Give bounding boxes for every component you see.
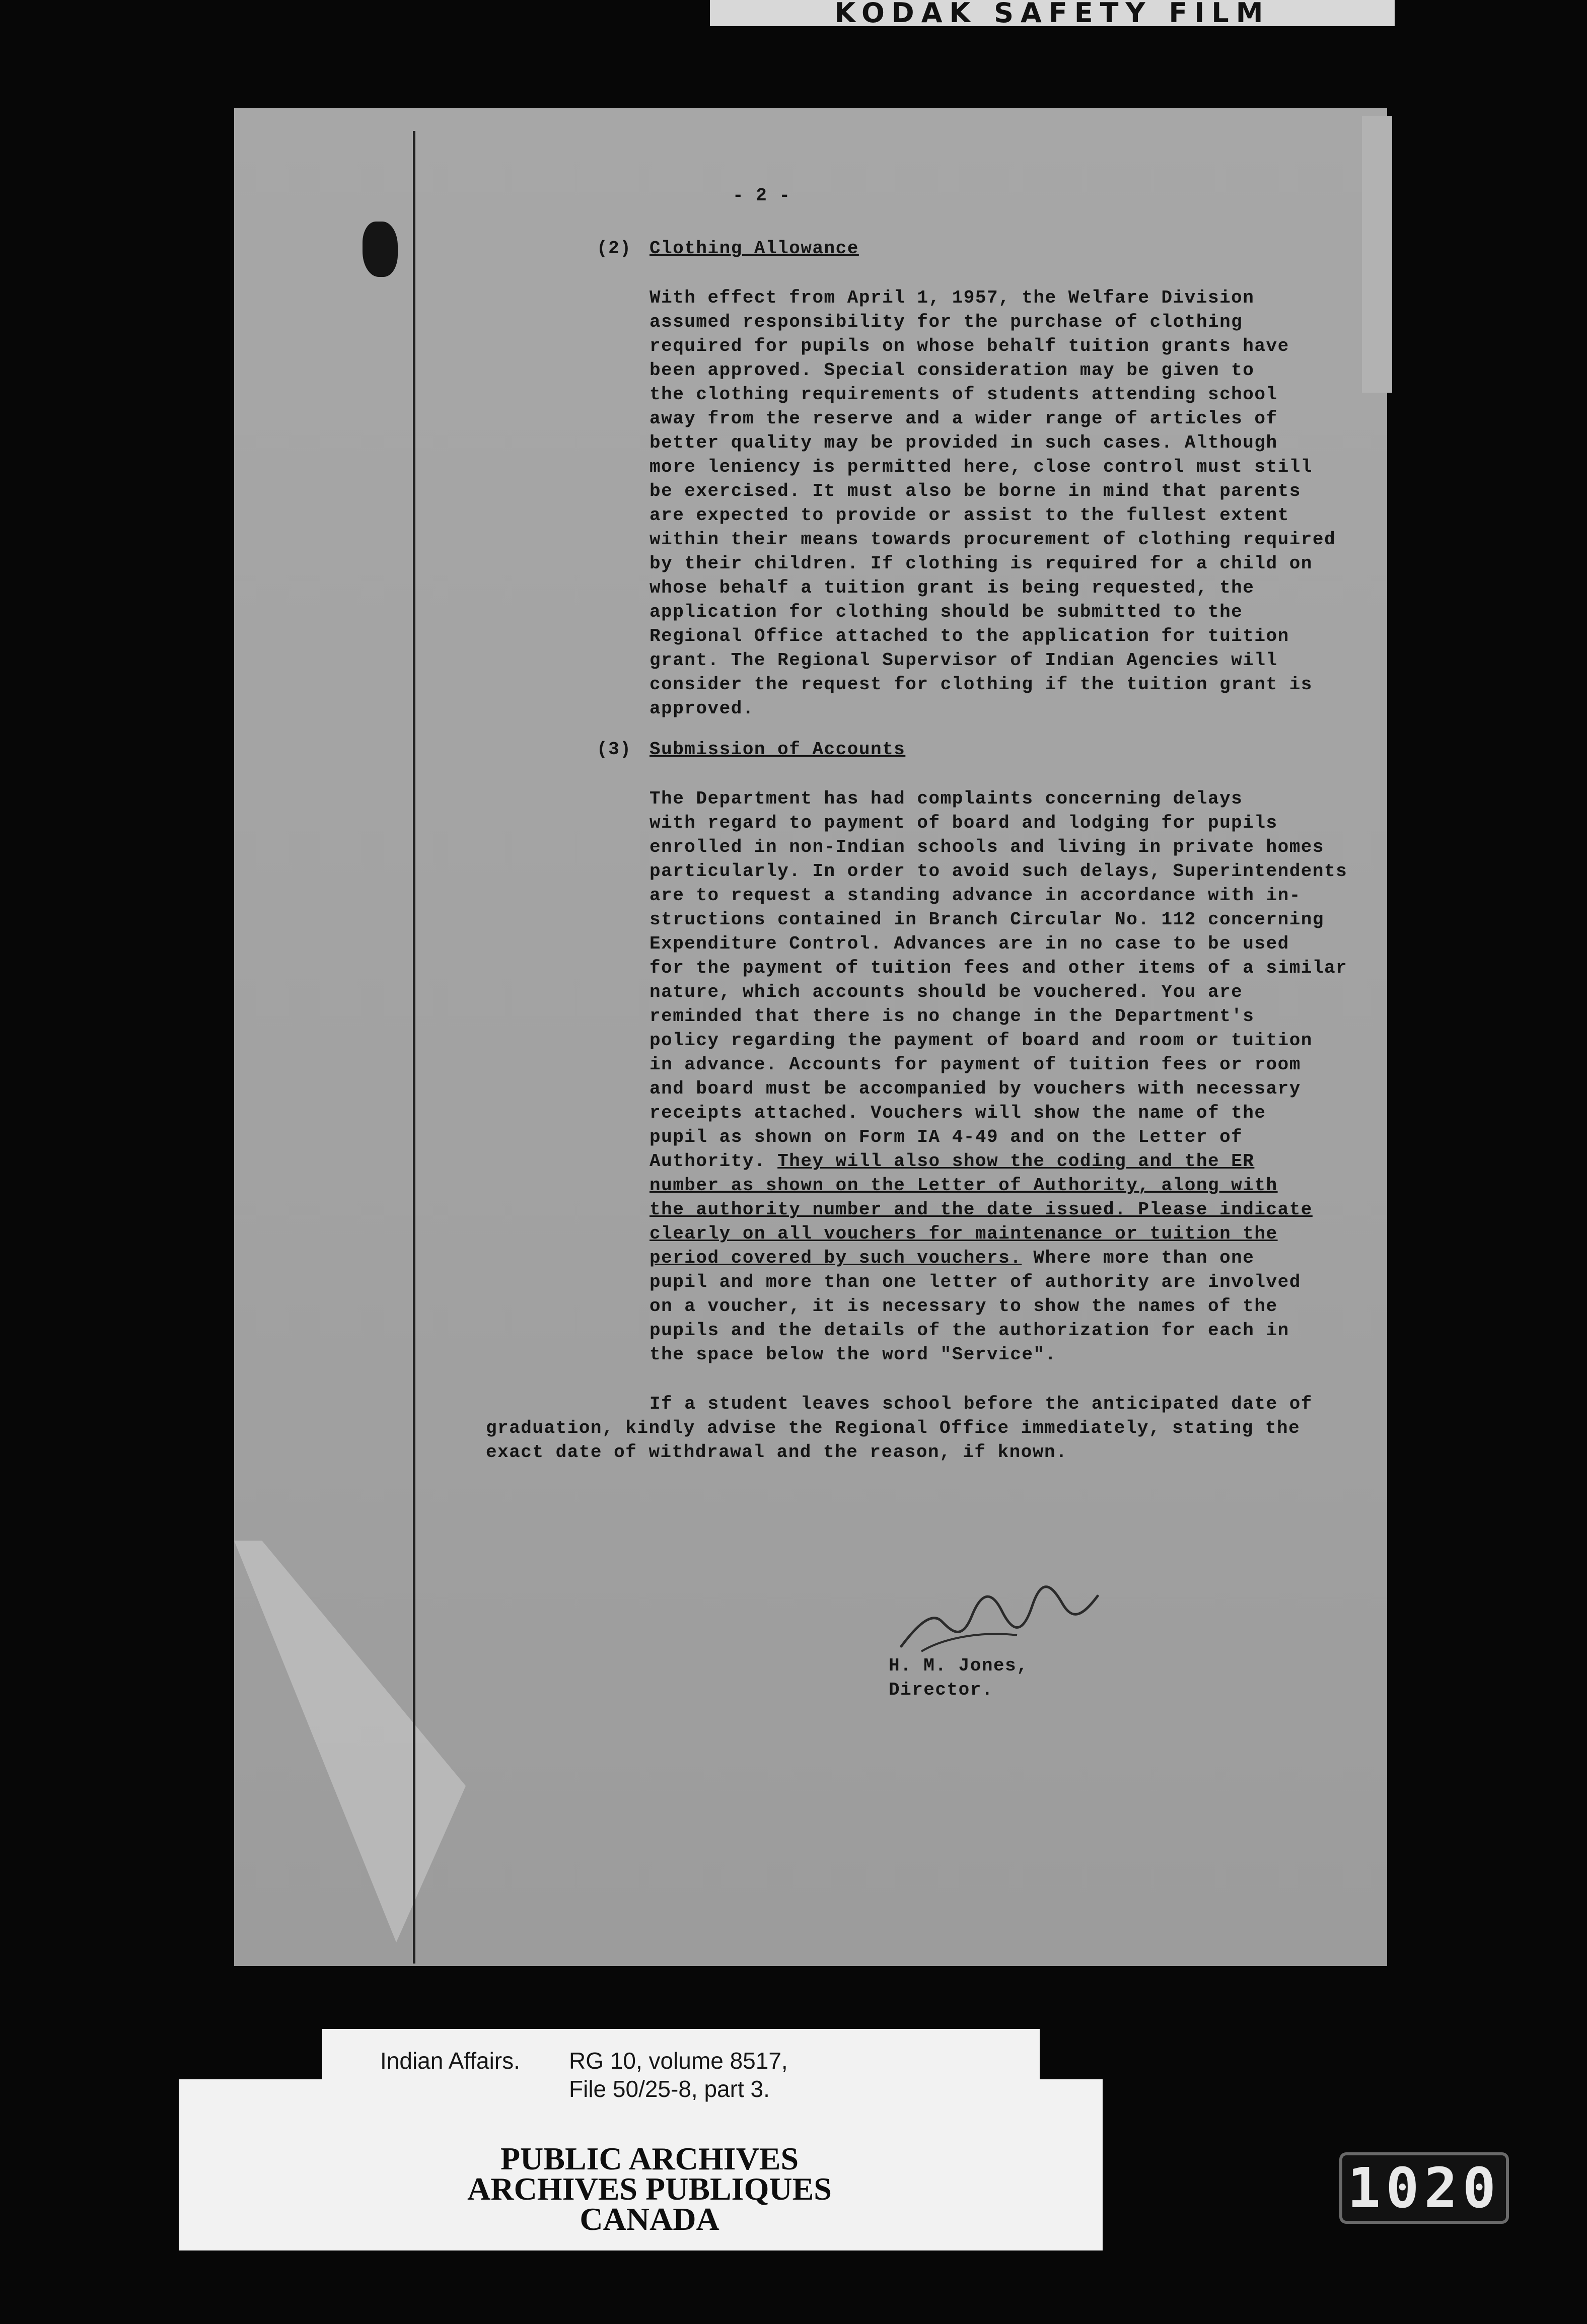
text-line: grant. The Regional Supervisor of Indian Agencies will bbox=[650, 650, 1278, 671]
text-line: and board must be accompanied by vouchers with necessary bbox=[650, 1078, 1301, 1099]
text-line: particularly. In order to avoid such delays, Superintendents bbox=[650, 861, 1348, 882]
text-line: Regional Office attached to the application for tuition bbox=[650, 626, 1289, 646]
handwritten-signature bbox=[886, 1576, 1128, 1656]
reference-line: File 50/25-8, part 3. bbox=[569, 2076, 770, 2102]
text-line: If a student leaves school before the anticipated date of bbox=[650, 1394, 1313, 1414]
text-line: more leniency is permitted here, close control must still bbox=[650, 457, 1313, 477]
text-fragment: Where more than one bbox=[1033, 1248, 1255, 1268]
text-line: consider the request for clothing if the tuition grant is bbox=[650, 674, 1313, 695]
page-number: - 2 - bbox=[733, 185, 791, 206]
institution-country: CANADA bbox=[580, 2201, 719, 2237]
text-line: assumed responsibility for the purchase of clothing bbox=[650, 312, 1243, 332]
text-line: for the payment of tuition fees and other items of a similar bbox=[650, 958, 1348, 978]
text-line: With effect from April 1, 1957, the Welfare Division bbox=[650, 287, 1255, 308]
text-line: approved. bbox=[650, 698, 754, 719]
text-line: within their means towards procurement of clothing required bbox=[650, 529, 1336, 550]
closing-paragraph bbox=[486, 1392, 1313, 1465]
section-paragraph bbox=[650, 286, 1336, 721]
text-line: away from the reserve and a wider range of articles of bbox=[650, 408, 1278, 429]
text-line: pupil as shown on Form IA 4-49 and on the Letter of bbox=[650, 1127, 1243, 1147]
text-line: graduation, kindly advise the Regional Office immediately, stating the bbox=[486, 1418, 1301, 1438]
text-line: be exercised. It must also be borne in mind that parents bbox=[650, 481, 1301, 501]
text-line: receipts attached. Vouchers will show the name of the bbox=[650, 1103, 1266, 1123]
text-line: on a voucher, it is necessary to show the names of the bbox=[650, 1296, 1278, 1317]
text-line bbox=[650, 1149, 1347, 1174]
text-line: the authority number and the date issued. Please indicate bbox=[650, 1199, 1313, 1220]
section-title: Submission of Accounts bbox=[650, 739, 906, 760]
text-line: required for pupils on whose behalf tuition grants have bbox=[650, 336, 1289, 356]
text-line bbox=[650, 1246, 1347, 1270]
text-line: number as shown on the Letter of Authority, along with bbox=[650, 1175, 1278, 1196]
text-line: better quality may be provided in such cases. Although bbox=[650, 432, 1278, 453]
section-title: Clothing Allowance bbox=[650, 238, 859, 259]
text-line: exact date of withdrawal and the reason, if known. bbox=[486, 1442, 1068, 1463]
faded-stamp-impression bbox=[302, 1148, 685, 1410]
text-line: been approved. Special consideration may be given to bbox=[650, 360, 1255, 381]
text-line: are to request a standing advance in accordance with in- bbox=[650, 885, 1301, 906]
signatory-name: H. M. Jones, bbox=[889, 1655, 1029, 1676]
paper-edge-tab bbox=[1362, 116, 1392, 393]
text-line: in advance. Accounts for payment of tuition fees or room bbox=[650, 1054, 1301, 1075]
text-line: reminded that there is no change in the Department's bbox=[650, 1006, 1255, 1027]
collection-name: Indian Affairs. bbox=[380, 2048, 520, 2074]
text-line: clearly on all vouchers for maintenance or tuition the bbox=[650, 1223, 1278, 1244]
text-line: pupil and more than one letter of authority are involved bbox=[650, 1272, 1301, 1292]
margin-rule bbox=[413, 131, 415, 1964]
text-line: The Department has had complaints concerning delays bbox=[650, 788, 1243, 809]
punch-hole bbox=[363, 222, 398, 277]
film-edge-marking: KODAK SAFETY FILM bbox=[710, 0, 1395, 26]
text-line: the clothing requirements of students attending school bbox=[650, 384, 1278, 405]
text-line: with regard to payment of board and lodging for pupils bbox=[650, 813, 1278, 833]
text-line: policy regarding the payment of board and room or tuition bbox=[650, 1030, 1313, 1051]
text-line: whose behalf a tuition grant is being requested, the bbox=[650, 577, 1255, 598]
underlined-text: period covered by such vouchers. bbox=[650, 1248, 1022, 1268]
text-fragment: Authority. bbox=[650, 1151, 766, 1172]
text-line: structions contained in Branch Circular No. 112 concerning bbox=[650, 909, 1325, 930]
section-number: (2) bbox=[597, 238, 632, 259]
text-line: the space below the word "Service". bbox=[650, 1344, 1057, 1365]
reference-line: RG 10, volume 8517, bbox=[569, 2048, 788, 2074]
section-number: (3) bbox=[597, 739, 632, 760]
text-line: application for clothing should be submitted to the bbox=[650, 602, 1243, 622]
underlined-text: They will also show the coding and the ER bbox=[777, 1151, 1255, 1172]
text-line: pupils and the details of the authorization for each in bbox=[650, 1320, 1289, 1341]
text-line: nature, which accounts should be vouchered. You are bbox=[650, 982, 1243, 1002]
frame-number: 1020 bbox=[1339, 2152, 1509, 2224]
institution-name-en: PUBLIC ARCHIVES bbox=[500, 2141, 799, 2176]
text-line: Expenditure Control. Advances are in no case to be used bbox=[650, 933, 1289, 954]
text-line: are expected to provide or assist to the fullest extent bbox=[650, 505, 1289, 526]
signatory-title: Director. bbox=[889, 1680, 993, 1700]
section-paragraph bbox=[650, 787, 1347, 1367]
text-line: by their children. If clothing is required for a child on bbox=[650, 553, 1313, 574]
text-line: enrolled in non-Indian schools and living in private homes bbox=[650, 837, 1325, 857]
institution-name-fr: ARCHIVES PUBLIQUES bbox=[467, 2171, 832, 2207]
